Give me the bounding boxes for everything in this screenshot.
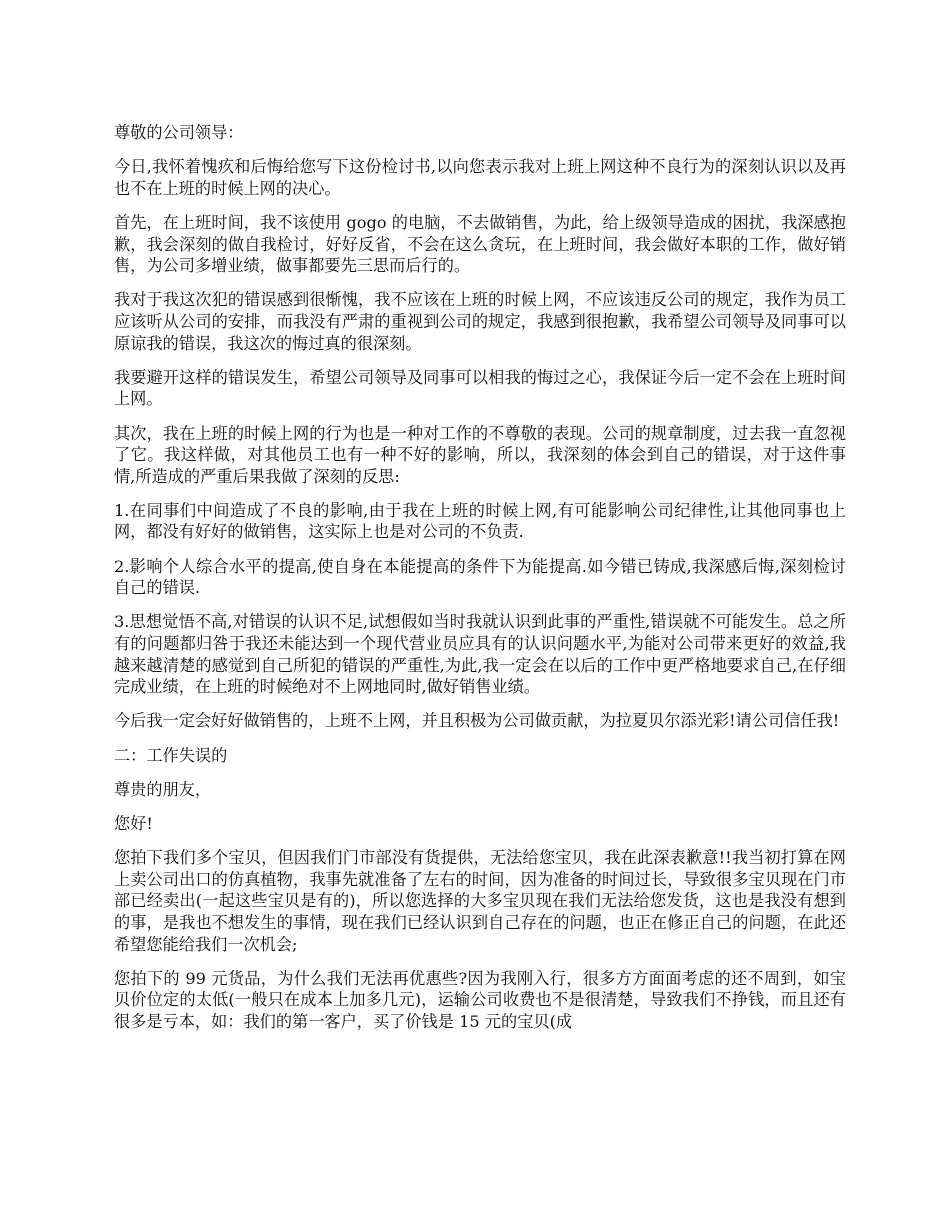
numbered-item-3: 3.思想觉悟不高,对错误的认识不足,试想假如当时我就认识到此事的严重性,错误就不可能发生。总之所有的问题都归咎于我还未能达到一个现代营业员应具有的认识问题水平,为能对公司带来更好的效益,我越来越清楚的感觉到自己所犯的错误的严重性,为此,我一定会在以后的工作中更严格地要求自己,在仔细完成业绩，在上班的时候绝对不上网地同时,做好销售业绩。 bbox=[114, 612, 846, 697]
greeting: 您好! bbox=[114, 813, 153, 833]
numbered-item-1: 1.在同事们中间造成了不良的影响,由于我在上班的时候上网,有可能影响公司纪律性,让其他同事也上网，都没有好好的做销售，这实际上也是对公司的不负责. bbox=[114, 500, 846, 542]
body-paragraph: 我要避开这样的错误发生，希望公司领导及同事可以相我的悔过之心，我保证今后一定不会在上班时间上网。 bbox=[114, 367, 846, 409]
salutation: 尊贵的朋友， bbox=[114, 779, 212, 799]
body-paragraph: 我对于我这次犯的错误感到很惭愧，我不应该在上班的时候上网，不应该违反公司的规定，我作为员工应该听从公司的安排，而我没有严肃的重视到公司的规定，我感到很抱歉，我希望公司领导及同事可以原谅我的错误，我这次的悔过真的很深刻。 bbox=[114, 290, 846, 353]
body-paragraph: 其次，我在上班的时候上网的行为也是一种对工作的不尊敬的表现。公司的规章制度，过去我一直忽视了它。我这样做，对其他员工也有一种不好的影响，所以，我深刻的体会到自己的错误，对于这件事情,所造成的严重后果我做了深刻的反思: bbox=[114, 423, 846, 486]
section-heading: 二：工作失误的 bbox=[114, 745, 228, 765]
body-paragraph: 首先，在上班时间，我不该使用 gogo 的电脑，不去做销售，为此，给上级领导造成的困扰，我深感抱歉，我会深刻的做自我检讨，好好反省，不会在这么贪玩，在上班时间，我会做好本职的工作，做好销售，为公司多增业绩，做事都要先三思而后行的。 bbox=[114, 212, 846, 276]
numbered-item-2: 2.影响个人综合水平的提高,使自身在本能提高的条件下为能提高.如今错已铸成,我深感后悔,深刻检讨自己的错误. bbox=[114, 556, 846, 598]
body-paragraph: 您拍下我们多个宝贝，但因我们门市部没有货提供，无法给您宝贝，我在此深表歉意!!我当初打算在网上卖公司出口的仿真植物，我事先就准备了左右的时间，因为准备的时间过长，导致很多宝贝现在门市部已经卖出(一起这些宝贝是有的)，所以您选择的大多宝贝现在我们无法给您发货，这也是我没有想到的事，是我也不想发生的事情，现在我们已经认识到自己存在的问题，也正在修正自己的问题，在此还希望您能给我们一次机会; bbox=[114, 848, 846, 954]
salutation: 尊敬的公司领导： bbox=[114, 123, 244, 142]
body-paragraph: 今后我一定会好好做销售的，上班不上网，并且积极为公司做贡献，为拉夏贝尔添光彩!请公司信任我! bbox=[114, 711, 840, 731]
body-paragraph: 您拍下的 99 元货品，为什么我们无法再优惠些?因为我刚入行，很多方方面面考虑的还不周到，如宝贝价位定的太低(一般只在成本上加多几元)，运输公司收费也不是很清楚，导致我们不挣钱，而且还有很多是亏本，如：我们的第一客户，买了价钱是 15 元的宝贝(成 bbox=[114, 968, 846, 1031]
document-page bbox=[114, 122, 846, 1045]
body-paragraph: 今日,我怀着愧疚和后悔给您写下这份检讨书,以向您表示我对上班上网这种不良行为的深刻认识以及再也不在上班的时候上网的决心。 bbox=[114, 157, 846, 198]
